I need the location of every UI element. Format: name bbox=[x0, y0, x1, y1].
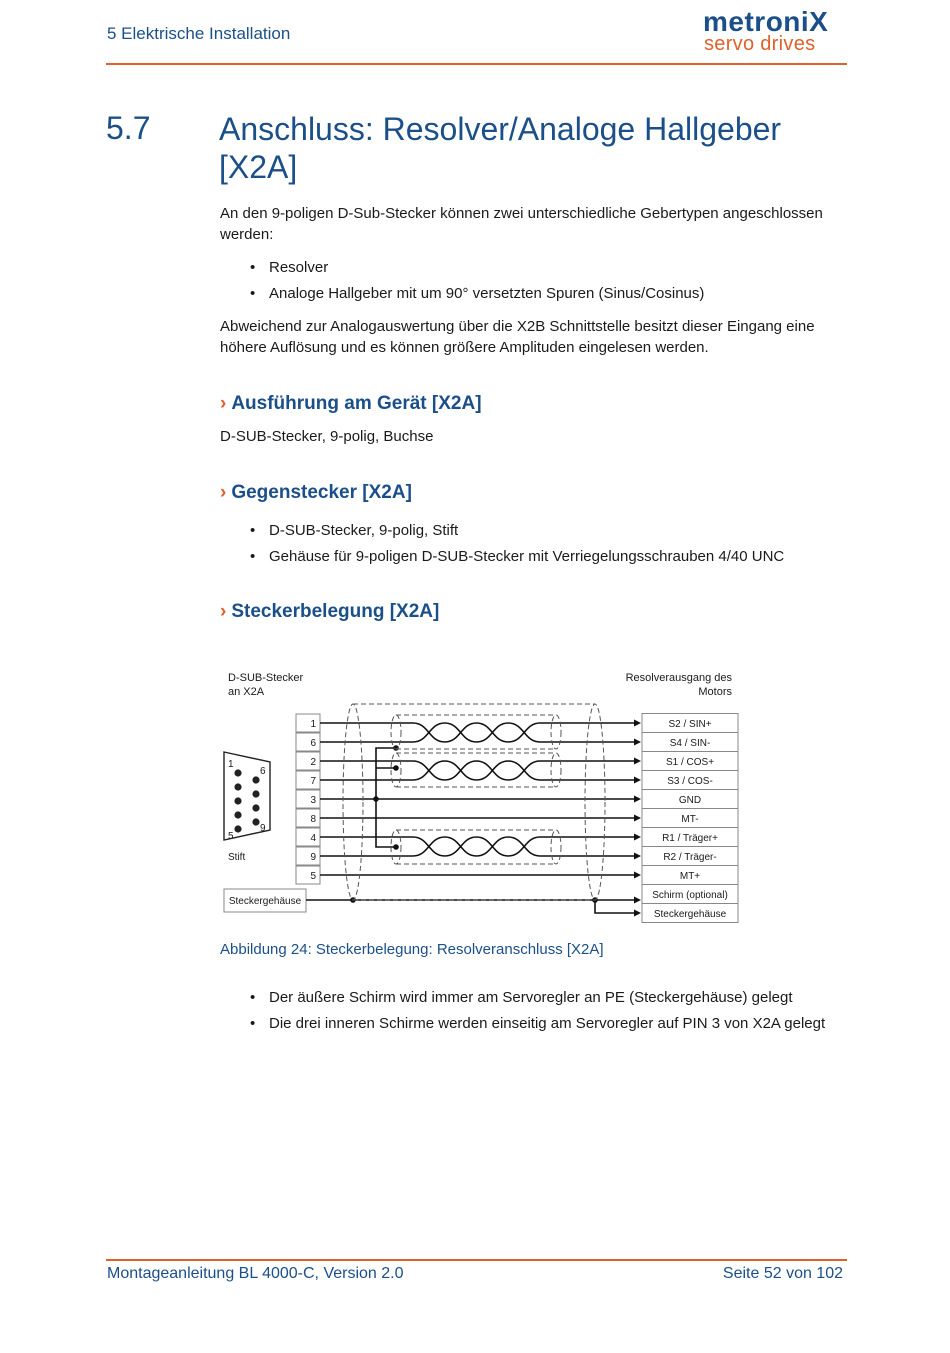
bullet-icon: • bbox=[250, 1015, 256, 1032]
intro-paragraph-2: Abweichend zur Analogauswertung über die X2B Schnittstelle besitzt dieser Eingang eine höhere Auflösung und es können größere Amplituden eingelesen werden. bbox=[220, 318, 815, 356]
subheading-text: Steckerbelegung [X2A] bbox=[231, 601, 440, 622]
list-item-text: Die drei inneren Schirme werden einseitig am Servoregler auf PIN 3 von X2A gelegt bbox=[269, 1015, 826, 1032]
figure-caption: Abbildung 24: Steckerbelegung: Resolveranschluss [X2A] bbox=[220, 941, 604, 958]
pin-box bbox=[296, 714, 320, 732]
signal-cell bbox=[642, 771, 738, 790]
signal-cell bbox=[642, 733, 738, 752]
chevron-right-icon: › bbox=[220, 601, 227, 622]
footer-page-number: Seite 52 von 102 bbox=[722, 1265, 843, 1282]
footer-document-title: Montageanleitung BL 4000-C, Version 2.0 bbox=[107, 1265, 404, 1282]
signal-cell bbox=[642, 847, 738, 866]
signal-label: S3 / COS- bbox=[667, 776, 713, 787]
signal-cell bbox=[642, 904, 738, 923]
signal-label: MT- bbox=[681, 814, 699, 825]
pin-box bbox=[296, 771, 320, 789]
bullet-icon: • bbox=[250, 259, 256, 276]
left-title-2: an X2A bbox=[228, 686, 265, 698]
bullet-icon: • bbox=[250, 548, 256, 565]
subheading-text: Gegenstecker [X2A] bbox=[231, 482, 412, 503]
pin-label: 6 bbox=[260, 766, 266, 777]
signal-label: R1 / Träger+ bbox=[662, 833, 718, 844]
signal-cell bbox=[642, 752, 738, 771]
list-item-text: D-SUB-Stecker, 9-polig, Stift bbox=[269, 522, 459, 539]
subheading-text: Ausführung am Gerät [X2A] bbox=[231, 393, 482, 414]
pin-box bbox=[296, 809, 320, 827]
pin-box bbox=[296, 752, 320, 770]
pin-box bbox=[296, 828, 320, 846]
list-item-text: Analoge Hallgeber mit um 90° versetzten Spuren (Sinus/Cosinus) bbox=[269, 285, 705, 302]
pin-number: 6 bbox=[310, 738, 316, 749]
logo-tagline: servo drives bbox=[704, 33, 816, 55]
pin-number: 7 bbox=[310, 776, 316, 787]
pin-label: 5 bbox=[228, 831, 234, 842]
list-item-text: Resolver bbox=[269, 259, 329, 276]
signal-label: S1 / COS+ bbox=[665, 757, 715, 768]
pin-box bbox=[296, 866, 320, 884]
signal-label: S2 / SIN+ bbox=[668, 719, 712, 730]
right-title-1: Resolverausgang des bbox=[625, 672, 732, 684]
ausfuehrung-text: D-SUB-Stecker, 9-polig, Buchse bbox=[220, 428, 434, 445]
running-header: 5 Elektrische Installation bbox=[107, 24, 291, 43]
pin-box bbox=[296, 790, 320, 808]
pin-box bbox=[296, 733, 320, 751]
pin-number: 2 bbox=[310, 757, 316, 768]
chevron-right-icon: › bbox=[220, 393, 227, 414]
signal-label: Schirm (optional) bbox=[652, 890, 728, 901]
list-item-text: Gehäuse für 9-poligen D-SUB-Stecker mit Verriegelungsschrauben 4/40 UNC bbox=[269, 548, 785, 565]
list-item-text: Der äußere Schirm wird immer am Servoregler an PE (Steckergehäuse) gelegt bbox=[269, 989, 793, 1006]
wires bbox=[306, 720, 641, 917]
signal-label: GND bbox=[678, 795, 702, 806]
chevron-right-icon: › bbox=[220, 482, 227, 503]
pin-number: 8 bbox=[310, 814, 316, 825]
signal-label: R2 / Träger- bbox=[663, 852, 717, 863]
bullet-icon: • bbox=[250, 285, 256, 302]
pin-box bbox=[296, 847, 320, 865]
logo-metronix: metroniX bbox=[703, 6, 829, 37]
signal-cell bbox=[642, 809, 738, 828]
footer-rule bbox=[106, 1259, 847, 1261]
signal-cell bbox=[642, 828, 738, 847]
pin-number: 5 bbox=[310, 871, 316, 882]
pin-number: 1 bbox=[310, 719, 316, 730]
signal-cell bbox=[642, 714, 738, 733]
signal-label: Steckergehäuse bbox=[653, 909, 727, 920]
signal-cell bbox=[642, 790, 738, 809]
stift-label: Stift bbox=[228, 852, 246, 863]
right-title-2: Motors bbox=[698, 686, 732, 698]
bullet-icon: • bbox=[250, 522, 256, 539]
pin-number: 4 bbox=[310, 833, 316, 844]
signal-cell bbox=[642, 885, 738, 904]
pin-label: 1 bbox=[228, 759, 234, 770]
cable-shields bbox=[343, 704, 605, 900]
intro-paragraph: An den 9-poligen D-Sub-Stecker können zwei unterschiedliche Gebertypen angeschlossen werden: bbox=[220, 205, 823, 243]
signal-label: S4 / SIN- bbox=[669, 738, 711, 749]
section-title: Anschluss: Resolver/Analoge Hallgeber [X2A] bbox=[219, 111, 782, 185]
section-number: 5.7 bbox=[106, 110, 151, 146]
pin-number: 3 bbox=[310, 795, 316, 806]
left-title-1: D-SUB-Stecker bbox=[228, 672, 304, 684]
signal-cell bbox=[642, 866, 738, 885]
signal-table bbox=[642, 714, 738, 923]
signal-label: MT+ bbox=[679, 871, 701, 882]
housing-left-label: Steckergehäuse bbox=[228, 896, 302, 907]
pin-number-column bbox=[296, 714, 320, 884]
pin-label: 9 bbox=[260, 823, 266, 834]
bullet-icon: • bbox=[250, 989, 256, 1006]
pin-number: 9 bbox=[310, 852, 316, 863]
